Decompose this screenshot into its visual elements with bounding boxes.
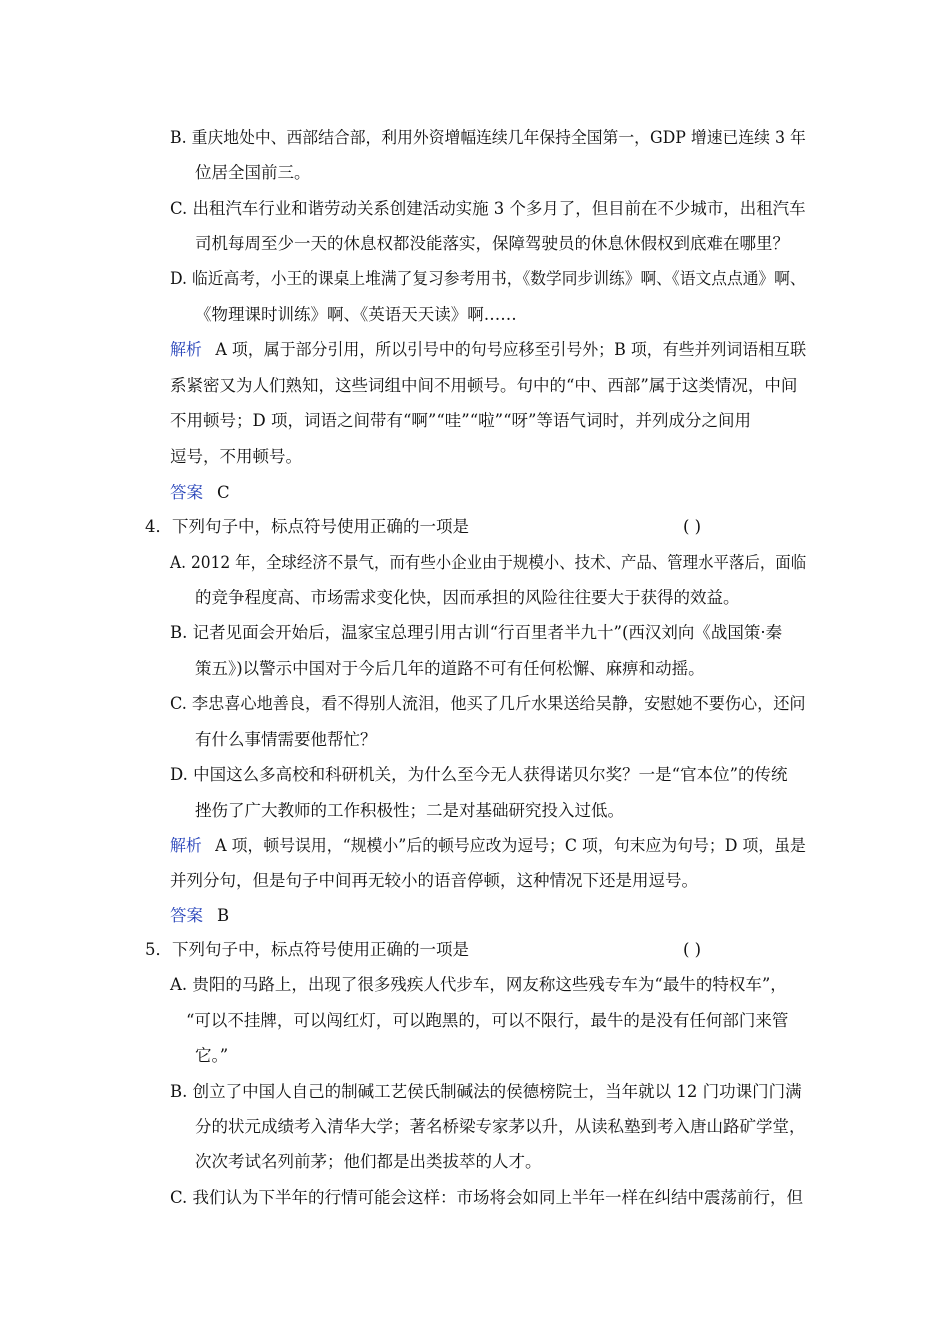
q3-answer-value: C xyxy=(217,483,230,502)
q4-stem: 4．下列句子中，标点符号使用正确的一项是 xyxy=(145,517,469,536)
q3-analysis-line1 xyxy=(170,339,806,361)
q4-option-b-line2: 策五》)以警示中国对于今后几年的道路不可有任何松懈、麻痹和动摇。 xyxy=(195,659,705,678)
q4-option-a-line2: 的竞争程度高、市场需求变化快，因而承担的风险往往要大于获得的效益。 xyxy=(195,588,740,607)
q4-option-d-line1: D. 中国这么多高校和科研机关，为什么至今无人获得诺贝尔奖？一是“官本位”的传统 xyxy=(170,765,788,784)
q5-option-a-line2: “可以不挂牌，可以闯红灯，可以跑黑的，可以不限行，最牛的是没有任何部门来管 xyxy=(186,1011,789,1030)
q5-option-a-line1: A. 贵阳的马路上，出现了很多残疾人代步车，网友称这些残专车为“最牛的特权车”， xyxy=(170,975,787,994)
q3-analysis-text-1: A 项，属于部分引用，所以引号中的句号应移至引号外；B 项，有些并列词语相互联 xyxy=(215,340,807,359)
q5-option-b-line3: 次次考试名列前茅；他们都是出类拔萃的人才。 xyxy=(195,1152,542,1171)
q4-answer-label: 答案 xyxy=(170,906,203,925)
q4-analysis-line1 xyxy=(170,835,806,857)
q3-analysis-line2: 系紧密又为人们熟知，这些词组中间不用顿号。句中的“中、西部”属于这类情况，中间 xyxy=(170,376,798,395)
q3-option-d-line1: D. 临近高考，小王的课桌上堆满了复习参考用书，《数学同步训练》啊、《语文点点通》啊、 xyxy=(170,269,806,288)
q3-option-d-line2: 《物理课时训练》啊、《英语天天读》啊…… xyxy=(195,305,517,324)
q5-option-b-line2: 分的状元成绩考入清华大学；著名桥梁专家茅以升，从读私塾到考入唐山路矿学堂， xyxy=(195,1117,806,1136)
q3-option-b-line1: B. 重庆地处中、西部结合部，利用外资增幅连续几年保持全国第一，GDP 增速已连续 3 年 xyxy=(170,128,806,147)
q4-option-d-line2: 挫伤了广大教师的工作积极性；二是对基础研究投入过低。 xyxy=(195,801,624,820)
q5-stem: 5．下列句子中，标点符号使用正确的一项是 xyxy=(145,940,469,959)
q3-answer-label: 答案 xyxy=(170,483,203,502)
q4-option-b-line1: B. 记者见面会开始后，温家宝总理引用古训“行百里者半九十”(西汉刘向《战国策·秦 xyxy=(170,623,783,642)
q4-option-a-line1: A. 2012 年，全球经济不景气，而有些小企业由于规模小、技术、产品、管理水平落后，面临 xyxy=(170,553,807,572)
q5-answer-paren: ( ) xyxy=(683,940,702,959)
q4-analysis-line2: 并列分句，但是句子中间再无较小的语音停顿，这种情况下还是用逗号。 xyxy=(170,871,698,890)
q4-answer-value: B xyxy=(217,906,230,925)
q3-option-c-line1: C. 出租汽车行业和谐劳动关系创建活动实施 3 个多月了，但目前在不少城市，出租汽车 xyxy=(170,199,806,218)
q3-option-b-line2: 位居全国前三。 xyxy=(195,163,311,182)
q4-analysis-label: 解析 xyxy=(170,836,202,855)
q4-analysis-text-1: A 项，顿号误用，“规模小”后的顿号应改为逗号；C 项，句末应为句号；D 项，虽是 xyxy=(215,836,806,855)
q4-option-c-line1: C. 李忠喜心地善良，看不得别人流泪，他买了几斤水果送给吴静，安慰她不要伤心，还问 xyxy=(170,694,806,713)
q3-option-c-line2: 司机每周至少一天的休息权都没能落实，保障驾驶员的休息休假权到底难在哪里？ xyxy=(195,234,789,253)
q3-analysis-label: 解析 xyxy=(170,340,202,359)
q5-option-a-line3: 它。” xyxy=(195,1046,229,1065)
q4-answer-paren: ( ) xyxy=(683,517,702,536)
q3-answer xyxy=(170,482,230,504)
q3-analysis-line3: 不用顿号；D 项，词语之间带有“啊”“哇”“啦”“呀”等语气词时，并列成分之间用 xyxy=(170,411,751,430)
q4-answer xyxy=(170,905,229,927)
q5-option-c-line1: C. 我们认为下半年的行情可能会这样：市场将会如同上半年一样在纠结中震荡前行，但 xyxy=(170,1188,804,1207)
q3-analysis-line4: 逗号，不用顿号。 xyxy=(170,447,302,466)
q4-option-c-line2: 有什么事情需要他帮忙？ xyxy=(195,730,377,749)
q5-option-b-line1: B. 创立了中国人自己的制碱工艺侯氏制碱法的侯德榜院士，当年就以 12 门功课门门满 xyxy=(170,1082,802,1101)
